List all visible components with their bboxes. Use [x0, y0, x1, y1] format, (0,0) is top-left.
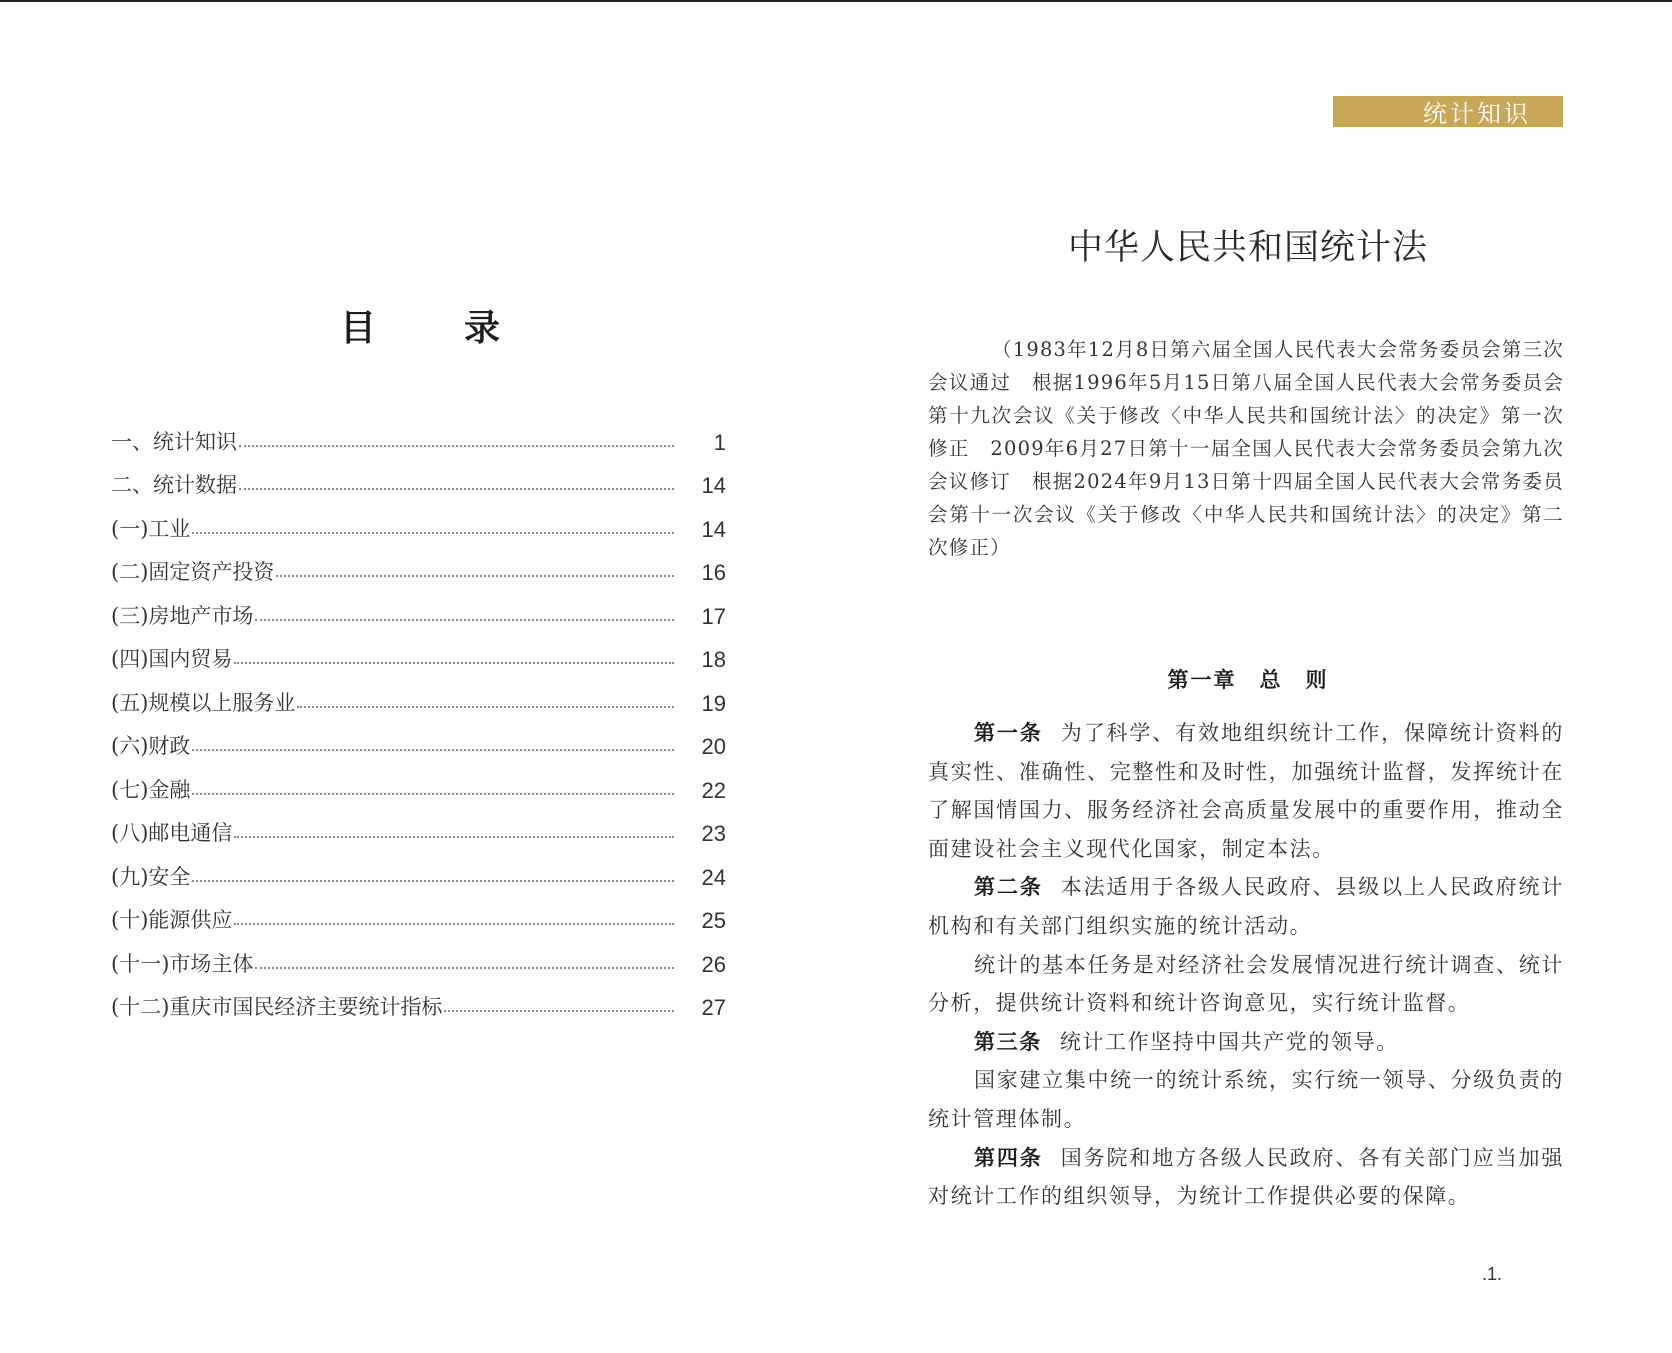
toc-leader-dots: [297, 706, 674, 708]
page-number: .1.: [1482, 1264, 1503, 1284]
article-label: 第一条: [974, 721, 1043, 745]
article-paragraph: [928, 1139, 1564, 1216]
article-paragraph: [928, 1023, 1564, 1062]
toc-entry-label: (一)工业: [111, 516, 191, 541]
toc-title: [340, 300, 500, 351]
toc-entry-label: (十)能源供应: [111, 908, 233, 932]
toc-entry-label: (五)规模以上服务业: [111, 690, 296, 715]
toc-entry-page: 27: [701, 995, 726, 1020]
law-history-note: （1983年12月8日第六届全国人民代表大会常务委员会第三次会议通过 根据1996年5月15日第八届全国人民代表大会常务委员会第十九次会议《关于修改〈中华人民共和国统计法〉的决定》第一次修正 2009年6月27日第十一届全国人民代表大会常务委员会第九次会议修订 根据2024年9月13日第十四届全国人民代表大会常务委员会第十一次会议《关于修改〈中华人民共和国统计法〉的决定》第二次修正）: [928, 338, 1564, 559]
toc-leader-dots: [234, 923, 674, 925]
article-text: 本法适用于各级人民政府、县级以上人民政府统计机构和有关部门组织实施的统计活动。: [928, 875, 1564, 938]
toc-entry-label: (十一)市场主体: [111, 951, 254, 976]
toc-entry-page: 23: [701, 821, 726, 846]
toc-entry[interactable]: [111, 499, 726, 543]
toc-leader-dots: [192, 880, 674, 882]
toc-leader-dots: [239, 488, 674, 490]
toc-entry[interactable]: [111, 586, 726, 630]
toc-entry-label: 二、统计数据: [111, 473, 237, 497]
toc-leader-dots: [255, 967, 674, 969]
toc-entry-label: (九)安全: [111, 864, 191, 889]
toc-leader-dots: [276, 575, 674, 577]
toc-leader-dots: [192, 749, 674, 751]
toc-entry-page: 25: [701, 908, 726, 933]
article-label: 第二条: [974, 875, 1043, 900]
article-text: 为了科学、有效地组织统计工作，保障统计资料的真实性、准确性、完整性和及时性，加强统计监督，发挥统计在了解国情国力、服务经济社会高质量发展中的重要作用，推动全面建设社会主义现代化国家，制定本法。: [928, 721, 1564, 861]
article-text: 国务院和地方各级人民政府、各有关部门应当加强对统计工作的组织领导，为统计工作提供必要的保障。: [928, 1145, 1564, 1209]
toc-entry-label: (六)财政: [111, 734, 191, 758]
toc-entry-page: 14: [701, 516, 726, 542]
top-border-line: [0, 0, 1672, 2]
toc-entry[interactable]: [111, 804, 726, 848]
toc-entry-label: (十二)重庆市国民经济主要统计指标: [111, 995, 443, 1019]
toc-entry[interactable]: [111, 760, 726, 804]
toc-entry-page: 1: [713, 429, 726, 455]
toc-entry[interactable]: [111, 934, 726, 978]
article-text: 国家建立集中统一的统计系统，实行统一领导、分级负责的统计管理体制。: [928, 1068, 1564, 1131]
article-text: 统计工作坚持中国共产党的领导。: [1059, 1029, 1399, 1054]
toc-entry-page: 20: [701, 734, 726, 759]
toc-entry-label: (四)国内贸易: [111, 647, 233, 671]
toc-entry-label: 一、统计知识: [111, 429, 237, 454]
article-paragraph: [928, 946, 1564, 1023]
article-label: 第四条: [974, 1145, 1043, 1170]
toc-leader-dots: [239, 445, 674, 447]
toc-entry[interactable]: [111, 630, 726, 674]
article-paragraph: [928, 868, 1564, 945]
toc-leader-dots: [444, 1010, 674, 1012]
law-title: 中华人民共和国统计法: [1067, 228, 1428, 268]
toc-leader-dots: [234, 662, 674, 664]
toc-entry[interactable]: [111, 847, 726, 891]
toc-leader-dots: [255, 619, 674, 621]
chapter-heading: 第一章 总 则: [1167, 668, 1329, 692]
toc-entry-page: 24: [701, 864, 726, 890]
toc-entry[interactable]: [111, 412, 726, 456]
article-text: 统计的基本任务是对经济社会发展情况进行统计调查、统计分析，提供统计资料和统计咨询意见，实行统计监督。: [928, 952, 1564, 1016]
toc-entry-label: (七)金融: [111, 777, 191, 802]
toc-entry[interactable]: [111, 717, 726, 761]
toc-entry-page: 14: [701, 473, 726, 498]
toc-leader-dots: [192, 532, 674, 534]
toc-entry-page: 26: [701, 951, 726, 977]
toc-entry-page: 18: [701, 647, 726, 672]
toc-entry[interactable]: [111, 891, 726, 935]
toc-leader-dots: [192, 793, 674, 795]
toc-title-char: 目: [340, 307, 377, 349]
toc-entry-page: 22: [701, 777, 726, 803]
article-paragraph: [928, 714, 1564, 868]
toc-entry-page: 16: [701, 560, 726, 585]
toc-entry-label: (二)固定资产投资: [111, 560, 275, 584]
toc-list: [111, 412, 726, 1021]
toc-entry-page: 17: [701, 603, 726, 629]
article-label: 第三条: [974, 1029, 1042, 1054]
article-paragraph: [928, 1061, 1564, 1138]
section-tab: 统计知识: [1333, 96, 1563, 127]
toc-leader-dots: [234, 836, 674, 838]
toc-entry[interactable]: [111, 543, 726, 587]
toc-entry[interactable]: [111, 673, 726, 717]
toc-title-char: 录: [463, 307, 500, 349]
toc-entry-page: 19: [701, 690, 726, 716]
toc-entry[interactable]: [111, 978, 726, 1022]
toc-entry[interactable]: [111, 456, 726, 500]
law-articles: [928, 714, 1564, 1216]
toc-entry-label: (三)房地产市场: [111, 603, 254, 628]
toc-entry-label: (八)邮电通信: [111, 821, 233, 845]
